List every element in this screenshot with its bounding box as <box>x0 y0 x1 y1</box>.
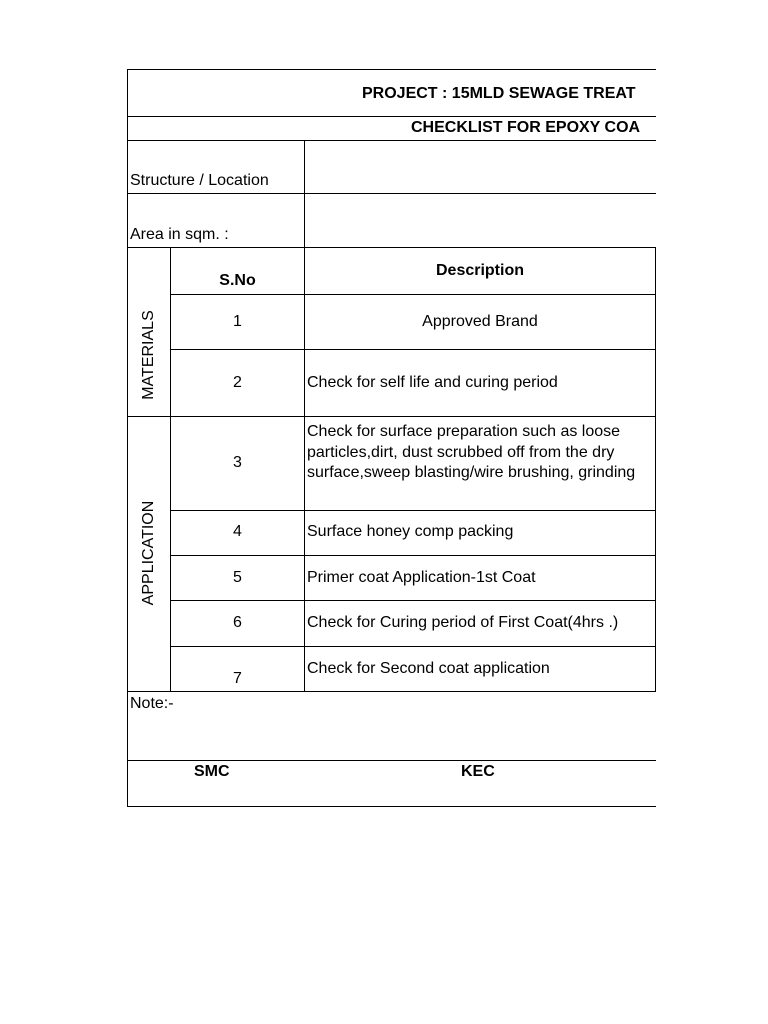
checklist-title: CHECKLIST FOR EPOXY COA <box>411 119 641 136</box>
line-below-row-6 <box>170 646 656 647</box>
divider-label-value <box>304 140 305 248</box>
row-4-sno: 4 <box>233 523 242 540</box>
line-below-row-1 <box>170 349 656 350</box>
row-1-description: Approved Brand <box>422 313 538 330</box>
description-header: Description <box>435 262 524 279</box>
row-6-sno: 6 <box>233 614 242 631</box>
border-bottom <box>127 806 656 807</box>
note-label: Note:- <box>130 695 174 712</box>
line-below-row-7 <box>127 691 656 692</box>
sno-header: S.No <box>219 272 256 289</box>
row-7-sno: 7 <box>233 670 242 687</box>
structure-location-label: Structure / Location <box>130 172 269 189</box>
application-group-label: APPLICATION <box>140 500 157 606</box>
line-below-row-5 <box>170 600 656 601</box>
project-title: PROJECT : 15MLD SEWAGE TREAT <box>362 85 636 102</box>
line-below-title <box>127 140 656 141</box>
row-5-sno: 5 <box>233 569 242 586</box>
materials-group-label: MATERIALS <box>140 310 157 400</box>
line-below-project <box>127 116 656 117</box>
row-6-description: Check for Curing period of First Coat(4hrs .) <box>307 614 619 631</box>
line-below-header-row <box>170 294 656 295</box>
line-below-materials <box>127 416 656 417</box>
line-below-structure <box>127 193 656 194</box>
row-5-description: Primer coat Application-1st Coat <box>307 569 536 586</box>
signatory-smc: SMC <box>194 763 230 780</box>
line-above-signatures <box>127 760 656 761</box>
line-below-row-3 <box>170 510 656 511</box>
row-3-description: Check for surface preparation such as loose particles,dirt, dust scrubbed off from the dry surface,sweep blasting/wire brushing, grinding <box>307 423 636 481</box>
row-2-sno: 2 <box>233 374 242 391</box>
row-4-description: Surface honey comp packing <box>307 523 514 540</box>
line-below-row-4 <box>170 555 656 556</box>
line-below-area <box>127 247 656 248</box>
signatory-kec: KEC <box>461 763 495 780</box>
row-7-description: Check for Second coat application <box>307 660 550 677</box>
border-right <box>655 247 656 692</box>
row-2-description: Check for self life and curing period <box>307 374 558 391</box>
row-3-sno: 3 <box>233 454 242 471</box>
row-1-sno: 1 <box>233 313 242 330</box>
area-label: Area in sqm. : <box>130 226 229 243</box>
border-left <box>127 69 128 807</box>
border-top <box>127 69 656 70</box>
